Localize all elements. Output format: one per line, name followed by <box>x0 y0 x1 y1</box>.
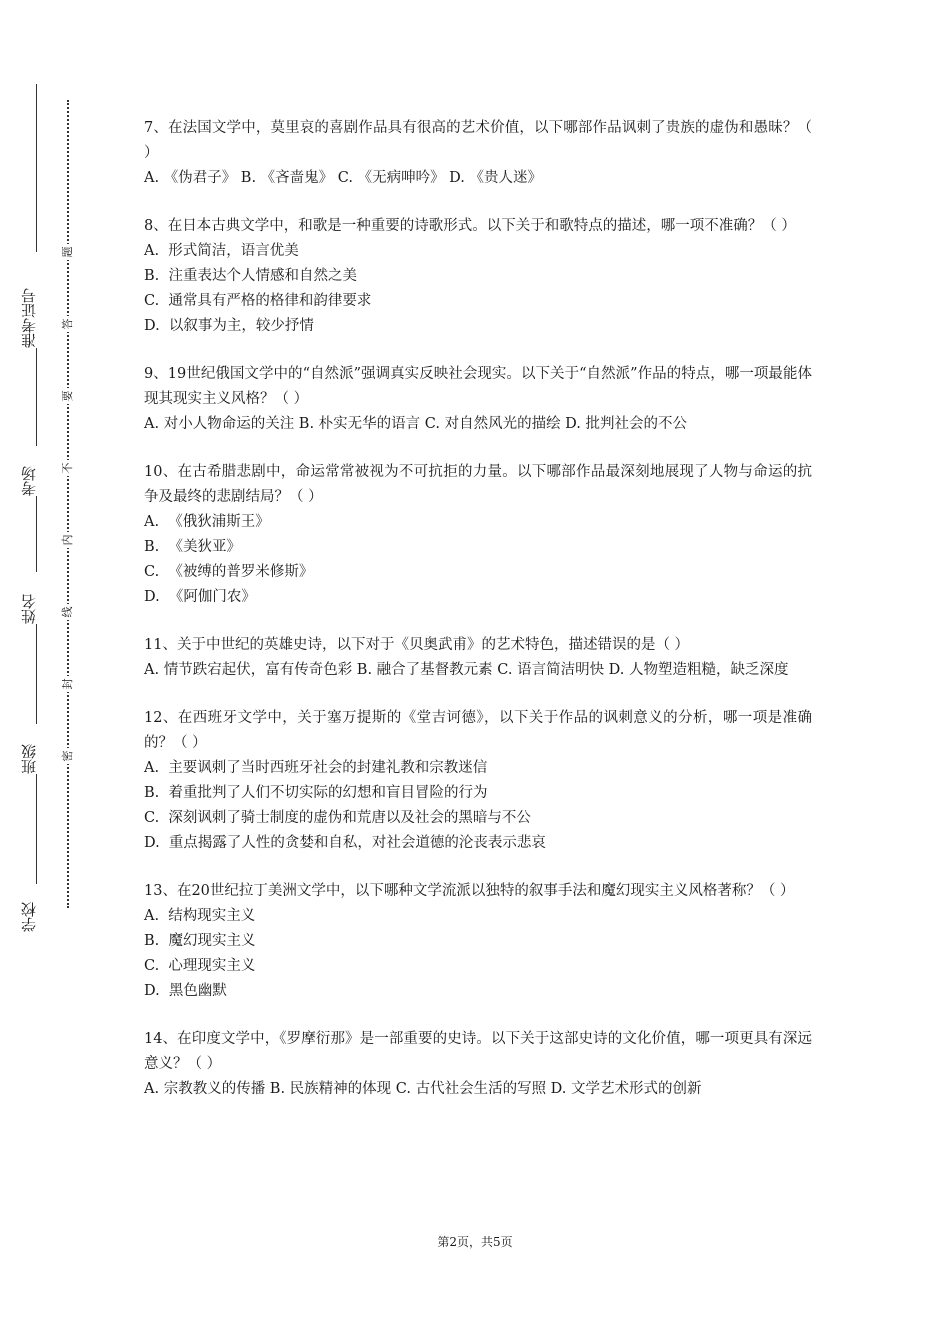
question-10 <box>144 460 812 610</box>
label-class: 班级 <box>20 744 38 774</box>
question-11 <box>144 633 812 683</box>
option-b: B. 注重表达个人情感和自然之美 <box>144 268 357 284</box>
option-a: A. 形式简洁，语言优美 <box>144 243 299 259</box>
question-14 <box>144 1027 812 1102</box>
question-stem: 11、关于中世纪的英雄史诗，以下对于《贝奥武甫》的艺术特色，描述错误的是（ ） <box>144 637 690 653</box>
underline-name <box>36 496 37 572</box>
question-stem: 8、在日本古典文学中，和歌是一种重要的诗歌形式。以下关于和歌特点的描述，哪一项不准确？（ ） <box>144 218 796 234</box>
question-list <box>144 116 812 1125</box>
seal-char: 封 <box>60 676 76 692</box>
page-number: 第2页，共5页 <box>437 1235 513 1249</box>
option-d: D. 《阿伽门农》 <box>144 589 256 605</box>
question-8 <box>144 214 812 339</box>
binding-margin <box>0 0 110 1344</box>
question-12 <box>144 706 812 856</box>
question-stem: 14、在印度文学中，《罗摩衍那》是一部重要的史诗。以下关于这部史诗的文化价值，哪一项更具有深远意义？（ ） <box>144 1031 812 1072</box>
seal-char: 线 <box>60 604 76 620</box>
option-a: A. 《俄狄浦斯王》 <box>144 514 270 530</box>
option-d: D. 重点揭露了人性的贪婪和自私，对社会道德的沦丧表示悲哀 <box>144 835 546 851</box>
seal-char: 答 <box>60 316 76 332</box>
question-9 <box>144 362 812 437</box>
seal-char: 不 <box>60 460 76 476</box>
seal-char: 内 <box>60 532 76 548</box>
underline-class <box>36 624 37 724</box>
question-stem: 13、在20世纪拉丁美洲文学中，以下哪种文学流派以独特的叙事手法和魔幻现实主义风格著称？（ ） <box>144 883 795 899</box>
underline-school <box>36 774 37 884</box>
label-exam-number: 准考证号 <box>20 288 38 348</box>
options-inline: A. 情节跌宕起伏，富有传奇色彩 B. 融合了基督教元素 C. 语言简洁明快 D. 人物塑造粗糙，缺乏深度 <box>144 662 789 678</box>
seal-char: 题 <box>60 244 76 260</box>
option-c: C. 通常具有严格的格律和韵律要求 <box>144 293 372 309</box>
option-b: B. 着重批判了人们不切实际的幻想和盲目冒险的行为 <box>144 785 488 801</box>
underline-exam-room <box>36 348 37 446</box>
label-name: 姓名 <box>20 594 38 624</box>
label-school: 学校 <box>20 902 38 932</box>
question-stem: 9、19世纪俄国文学中的“自然派”强调真实反映社会现实。以下关于“自然派”作品的特点，哪一项最能体现其现实主义风格？（ ） <box>144 366 812 407</box>
option-d: D. 以叙事为主，较少抒情 <box>144 318 314 334</box>
option-c: C. 深刻讽刺了骑士制度的虚伪和荒唐以及社会的黑暗与不公 <box>144 810 531 826</box>
seal-char: 要 <box>60 388 76 404</box>
underline-exam-number <box>36 84 37 252</box>
options-inline: A. 《伪君子》 B. 《吝啬鬼》 C. 《无病呻吟》 D. 《贵人迷》 <box>144 170 543 186</box>
question-stem: 7、在法国文学中，莫里哀的喜剧作品具有很高的艺术价值，以下哪部作品讽刺了贵族的虚伪和愚昧？（ ） <box>144 120 812 161</box>
seal-char: 密 <box>60 748 76 764</box>
option-c: C. 心理现实主义 <box>144 958 256 974</box>
question-stem: 12、在西班牙文学中，关于塞万提斯的《堂吉诃德》，以下关于作品的讽刺意义的分析，哪一项是准确的？（ ） <box>144 710 812 751</box>
option-d: D. 黑色幽默 <box>144 983 227 999</box>
options-inline: A. 对小人物命运的关注 B. 朴实无华的语言 C. 对自然风光的描绘 D. 批判社会的不公 <box>144 416 688 432</box>
question-7 <box>144 116 812 191</box>
options-inline: A. 宗教教义的传播 B. 民族精神的体现 C. 古代社会生活的写照 D. 文学艺术形式的创新 <box>144 1081 702 1097</box>
option-a: A. 结构现实主义 <box>144 908 256 924</box>
question-stem: 10、在古希腊悲剧中，命运常常被视为不可抗拒的力量。以下哪部作品最深刻地展现了人物与命运的抗争及最终的悲剧结局？（ ） <box>144 464 812 505</box>
question-13 <box>144 879 812 1004</box>
seal-dotted-line <box>67 100 69 908</box>
option-b: B. 魔幻现实主义 <box>144 933 256 949</box>
option-b: B. 《美狄亚》 <box>144 539 241 555</box>
option-c: C. 《被缚的普罗米修斯》 <box>144 564 314 580</box>
label-exam-room: 考场 <box>20 466 38 496</box>
option-a: A. 主要讽刺了当时西班牙社会的封建礼教和宗教迷信 <box>144 760 488 776</box>
